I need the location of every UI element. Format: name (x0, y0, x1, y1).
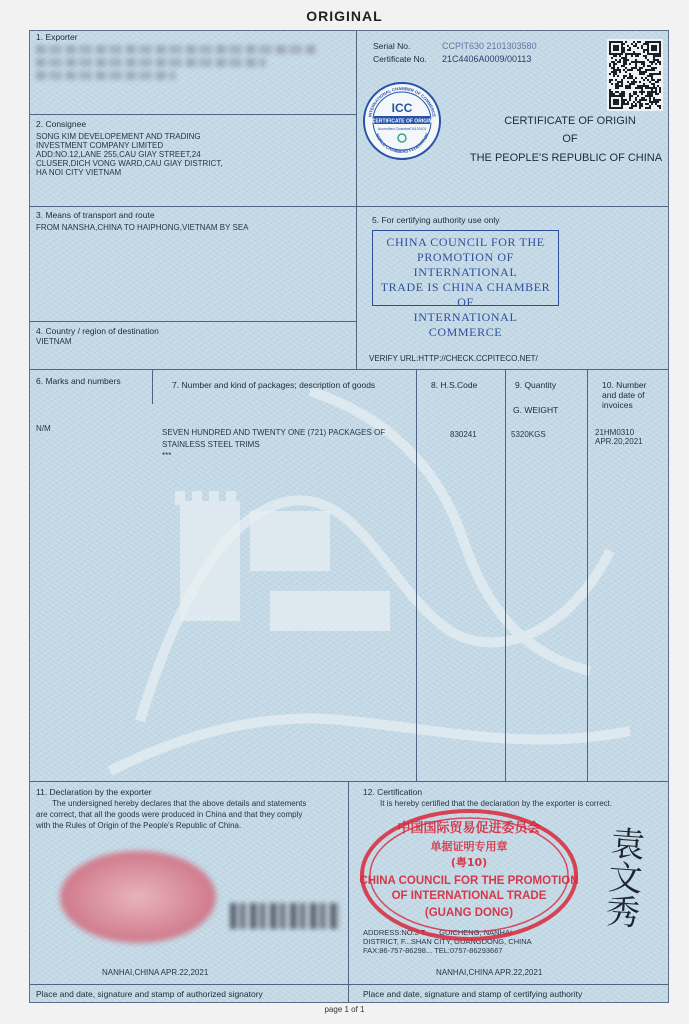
icc-ring-bottom-text: WORLD CHAMBERS FEDERATION (374, 132, 430, 155)
stamp-chinese-line2: 单据证明专用章 (430, 840, 508, 853)
goods-description-line: SEVEN HUNDRED AND TWENTY ONE (721) PACKAGES OF (162, 428, 386, 437)
goods-description-line: *** (162, 451, 172, 460)
certification-place-date: NANHAI,CHINA APR.22,2021 (436, 968, 543, 977)
certifying-authority-footer: Place and date, signature and stamp of certifying authority (363, 989, 583, 999)
serial-number: CCPIT630 2101303580 (442, 41, 537, 51)
invoice-header-line: invoices (602, 400, 633, 410)
exporter-declaration-label: 11. Declaration by the exporter (36, 787, 152, 797)
certificate-form (29, 30, 669, 1003)
stamp-chinese-line1: 中国国际贸易促进委员会 (397, 821, 541, 836)
official-signature: 袁文秀 (598, 824, 646, 930)
address-line: ADDRESS:NO.3 T... ...GUICHENG, NANHAI (363, 928, 513, 937)
declaration-text-line: with the Rules of Origin of the People's Republic of China. (36, 821, 242, 830)
transport-route-value: FROM NANSHA,CHINA TO HAIPHONG,VIETNAM BY SEA (36, 223, 249, 232)
page-number: page 1 of 1 (324, 1005, 365, 1014)
certifying-authority-label: 5. For certifying authority use only (372, 215, 500, 225)
gross-weight-header: G. WEIGHT (513, 405, 559, 415)
exporter-stamp-redacted (60, 851, 216, 943)
consignee-label: 2. Consignee (36, 119, 87, 129)
quantity-column-header: 9. Quantity (515, 380, 557, 390)
blue-stamp-line: TRADE IS CHINA CHAMBER OF (380, 280, 551, 309)
exporter-place-date: NANHAI,CHINA APR.22,2021 (102, 968, 209, 977)
stamp-chinese-line3: (粤10) (450, 856, 488, 869)
blue-stamp-line: PROMOTION OF INTERNATIONAL (413, 250, 518, 279)
verify-url: VERIFY URL:HTTP://CHECK.CCPITECO.NET/ (369, 354, 538, 363)
stamp-english-line2: OF INTERNATIONAL TRADE (391, 890, 547, 902)
certification-text: It is hereby certified that the declaration by the exporter is correct. (380, 799, 613, 808)
authority-blue-stamp (372, 230, 559, 339)
serial-label: Serial No. (373, 41, 411, 51)
icc-logo: ICC (391, 101, 413, 115)
icc-certificate-seal (362, 81, 442, 161)
invoice-header-line: and date of (602, 390, 645, 400)
exporter-signature-redacted (230, 903, 340, 929)
stamp-english-line3: (GUANG DONG) (424, 907, 514, 919)
certificate-number-label: Certificate No. (373, 54, 427, 64)
exporter-redacted-line (36, 58, 266, 67)
icc-ring-top-text: INTERNATIONAL CHAMBER OF COMMERCE (367, 85, 437, 118)
icc-code-text: CN130101 (409, 127, 427, 131)
hs-code-value: 830241 (450, 430, 477, 439)
qr-code (607, 39, 663, 111)
certificate-title-line3: THE PEOPLE'S REPUBLIC OF CHINA (469, 152, 663, 164)
address-line: FAX:86-757-86298... TEL:0757-86293667 (363, 946, 503, 955)
invoice-header-line: 10. Number (602, 380, 647, 390)
exporter-redacted-line (36, 45, 316, 54)
transport-label: 3. Means of transport and route (36, 210, 155, 220)
certificate-title-line2: OF (562, 133, 578, 145)
consignee-line: ADD:NO.12,LANE 255,CAU GIAY STREET,24 (36, 150, 201, 159)
destination-value: VIETNAM (36, 337, 72, 346)
hs-code-column-header: 8. H.S.Code (431, 380, 478, 390)
stamp-english-line1: CHINA COUNCIL FOR THE PROMOTION (359, 875, 579, 887)
address-line: DISTRICT, F...SHAN CITY, GUANGDONG, CHINA (363, 937, 532, 946)
consignee-line: CLUSER,DICH VONG WARD,CAU GIAY DISTRICT, (36, 159, 223, 168)
exporter-signatory-footer: Place and date, signature and stamp of authorized signatory (36, 989, 263, 999)
consignee-line: INVESTMENT COMPANY LIMITED (36, 141, 164, 150)
ccpit-red-stamp (358, 806, 580, 944)
certificate-title-line1: CERTIFICATE OF ORIGIN (504, 115, 636, 127)
blue-stamp-line: INTERNATIONAL COMMERCE (413, 310, 518, 339)
icc-accredited-text: Accredited Chamber (377, 127, 411, 131)
consignee-line: HA NOI CITY VIETNAM (36, 168, 122, 177)
declaration-text-line: The undersigned hereby declares that the above details and statements (52, 799, 307, 808)
exporter-redacted-line (36, 71, 176, 80)
invoice-date-value: APR.20,2021 (595, 437, 643, 446)
blue-stamp-line: CHINA COUNCIL FOR THE (386, 235, 545, 249)
certificate-number: 21C4406A0009/00113 (442, 54, 532, 64)
gross-weight-value: 5320KGS (511, 430, 546, 439)
marks-value: N/M (36, 424, 51, 433)
invoice-number-value: 21HM0310 (595, 428, 635, 437)
description-column-header: 7. Number and kind of packages; description of goods (172, 380, 376, 390)
declaration-text-line: are correct, that all the goods were produced in China and that they comply (36, 810, 303, 819)
invoice-column-header (602, 380, 646, 410)
icc-band-text: CERTIFICATE OF ORIGIN (371, 118, 433, 125)
document-header-original: ORIGINAL (306, 8, 383, 24)
marks-column-header: 6. Marks and numbers (36, 376, 121, 386)
exporter-label: 1. Exporter (36, 32, 78, 42)
certification-label: 12. Certification (363, 787, 423, 797)
destination-label: 4. Country / region of destination (36, 326, 159, 336)
goods-description-line: STAINLESS STEEL TRIMS (162, 440, 260, 449)
consignee-line: SONG KIM DEVELOPEMENT AND TRADING (36, 132, 201, 141)
